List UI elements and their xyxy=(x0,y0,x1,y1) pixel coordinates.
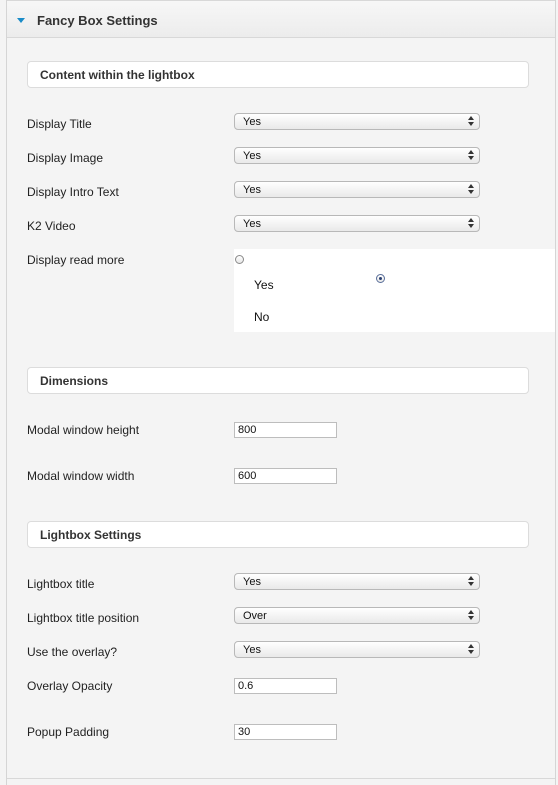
section-title: Lightbox Settings xyxy=(40,528,142,542)
modal-width-input[interactable] xyxy=(234,468,337,484)
display-intro-text-label: Display Intro Text xyxy=(27,185,119,199)
select-arrows-icon xyxy=(468,150,474,161)
popup-padding-label: Popup Padding xyxy=(27,725,110,739)
select-value: Yes xyxy=(243,576,261,588)
select-arrows-icon xyxy=(468,184,474,195)
panel-bottom-divider xyxy=(7,778,555,779)
section-lightbox-header xyxy=(27,521,529,548)
section-title: Dimensions xyxy=(40,374,109,388)
lightbox-title-label: Lightbox title xyxy=(27,577,95,591)
lightbox-title-position-select[interactable] xyxy=(234,607,480,624)
select-arrows-icon xyxy=(468,576,474,587)
read-more-radio-yes[interactable] xyxy=(376,274,385,283)
select-arrows-icon xyxy=(468,644,474,655)
select-arrows-icon xyxy=(468,218,474,229)
read-more-option-yes[interactable]: Yes xyxy=(254,278,274,292)
overlay-opacity-label: Overlay Opacity xyxy=(27,679,113,693)
display-title-label: Display Title xyxy=(27,117,92,131)
select-value: Yes xyxy=(243,150,261,162)
select-arrows-icon xyxy=(468,610,474,621)
k2-video-label: K2 Video xyxy=(27,219,76,233)
lightbox-title-select[interactable] xyxy=(234,573,480,590)
select-value: Yes xyxy=(243,218,261,230)
lightbox-title-position-label: Lightbox title position xyxy=(27,611,140,625)
k2-video-select[interactable] xyxy=(234,215,480,232)
display-intro-text-select[interactable] xyxy=(234,181,480,198)
modal-height-input[interactable] xyxy=(234,422,337,438)
triangle-down-icon[interactable] xyxy=(17,18,25,23)
section-title: Content within the lightbox xyxy=(40,68,195,82)
display-title-select[interactable] xyxy=(234,113,480,130)
popup-padding-input[interactable] xyxy=(234,724,337,740)
read-more-radio-empty[interactable] xyxy=(235,255,244,264)
display-read-more-label: Display read more xyxy=(27,253,125,267)
read-more-option-no[interactable]: No xyxy=(254,310,270,324)
overlay-opacity-input[interactable] xyxy=(234,678,337,694)
select-value: Over xyxy=(243,610,267,622)
display-read-more-radio-group xyxy=(234,249,555,332)
section-content-header xyxy=(27,61,529,88)
select-value: Yes xyxy=(243,116,261,128)
select-arrows-icon xyxy=(468,116,474,127)
modal-height-label: Modal window height xyxy=(27,423,140,437)
panel-header[interactable] xyxy=(7,0,555,38)
modal-width-label: Modal window width xyxy=(27,469,135,483)
display-image-label: Display Image xyxy=(27,151,104,165)
use-overlay-select[interactable] xyxy=(234,641,480,658)
select-value: Yes xyxy=(243,184,261,196)
section-dimensions-header xyxy=(27,367,529,394)
use-overlay-label: Use the overlay? xyxy=(27,645,118,659)
display-image-select[interactable] xyxy=(234,147,480,164)
panel-title: Fancy Box Settings xyxy=(37,13,158,28)
select-value: Yes xyxy=(243,644,261,656)
fancy-box-settings-panel xyxy=(6,0,556,785)
